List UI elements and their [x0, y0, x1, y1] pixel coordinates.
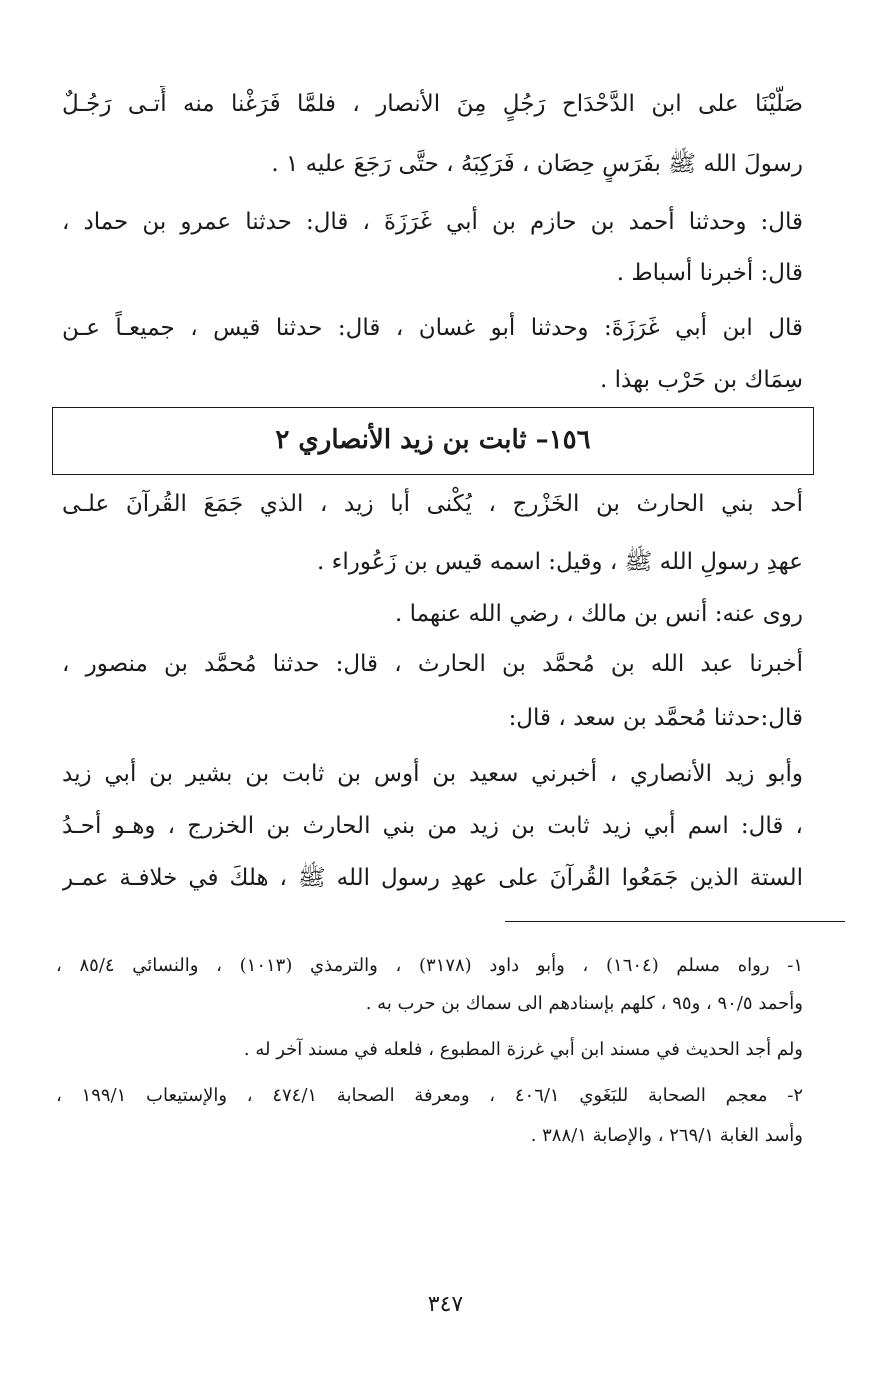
footnote-separator [505, 921, 845, 922]
body-line-1: صَلَّيْنَا على ابن الدَّحْدَاح رَجُلٍ مِنَ الأنصار ، فلمَّا فَرَغْنا منه أَتـى رَجُـلٌ [62, 91, 803, 117]
body-line-4: قال: أخبرنا أسباط . [616, 260, 803, 286]
body-line-10: أخبرنا عبد الله بن مُحمَّد بن الحارث ، قال: حدثنا مُحمَّد بن منصور ، [62, 651, 803, 677]
body-line-5: قال ابن أبي غَرَزَةَ: وحدثنا أبو غسان ، قال: حدثنا قيس ، جميعـاً عـن [62, 315, 803, 341]
body-line-7: أحد بني الحارث بن الخَزْرج ، يُكْنى أبا زيد ، الذي جَمَعَ القُرآنَ علـى [62, 491, 803, 517]
body-line-11: قال:حدثنا مُحمَّد بن سعد ، قال: [508, 705, 803, 731]
section-heading-box [52, 407, 814, 475]
body-line-3: قال: وحدثنا أحمد بن حازم بن أبي غَرَزَةَ ، قال: حدثنا عمرو بن حماد ، [62, 209, 803, 235]
footnote-line-3: ولم أجد الحديث في مسند ابن أبي غرزة المطبوع ، فلعله في مسند آخر له . [243, 1039, 803, 1060]
page-number: ٣٤٧ [427, 1292, 464, 1317]
body-line-14: الستة الذين جَمَعُوا القُرآنَ على عهدِ رسول الله ﷺ ، هلكَ في خلافـة عمـر [62, 865, 803, 891]
body-line-13: ، قال: اسم أبي زيد ثابت بن زيد من بني الحارث بن الخزرج ، وهـو أحـدُ [62, 813, 803, 839]
section-heading: ١٥٦– ثابت بن زيد الأنصاري ٢ [275, 425, 591, 455]
footnote-line-1: ١- رواه مسلم (١٦٠٤) ، وأبو داود (٣١٧٨) ، والترمذي (١٠١٣) ، والنسائي ٨٥/٤ ، [56, 955, 803, 976]
footnote-line-2: وأحمد ٩٠/٥ ، و٩٥ ، كلهم بإسنادهم الى سماك بن حرب به . [365, 993, 803, 1014]
body-line-9: روى عنه: أنس بن مالك ، رضي الله عنهما . [395, 601, 803, 627]
body-line-8: عهدِ رسولِ الله ﷺ ، وقيل: اسمه قيس بن زَعُوراء . [316, 549, 803, 575]
footnote-line-5: وأُسد الغابة ٢٦٩/١ ، والإصابة ٣٨٨/١ . [530, 1125, 803, 1146]
footnote-line-4: ٢- معجم الصحابة للبَغَوي ٤٠٦/١ ، ومعرفة الصحابة ٤٧٤/١ ، والإستيعاب ١٩٩/١ ، [56, 1085, 803, 1106]
body-line-6: سِمَاك بن حَرْب بهذا . [599, 367, 803, 393]
body-line-2: رسولَ الله ﷺ بفَرَسٍ حِصَان ، فَرَكِبَهُ ، حتَّى رَجَعَ عليه ١ . [271, 151, 803, 177]
body-line-12: وأبو زيد الأنصاري ، أخبرني سعيد بن أوس بن ثابت بن بشير بن أبي زيد [62, 761, 803, 787]
